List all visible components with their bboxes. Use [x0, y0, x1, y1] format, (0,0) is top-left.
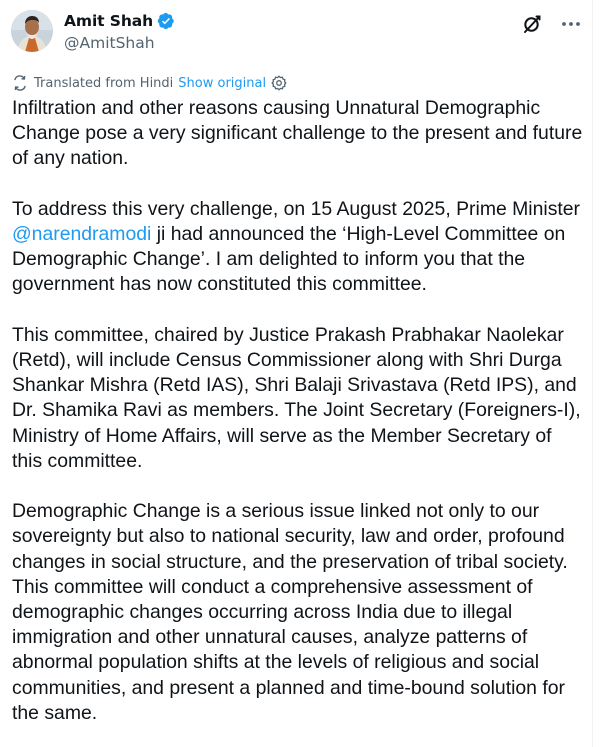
more-horizontal-icon[interactable]: [559, 12, 583, 36]
tweet-header: [11, 9, 581, 57]
tweet-paragraph-2: [12, 197, 584, 298]
author-handle[interactable]: @AmitShah: [64, 34, 155, 52]
show-original-link[interactable]: Show original: [178, 75, 267, 91]
tweet-paragraph-4: Demographic Change is a serious issue linked not only to our sovereignty but also to national security, law and order, profound changes in social structure, and the preservation of tribal society. This committee will conduct a comprehensive assessment of demographic changes occurring across India due to illegal immigration and other unnatural causes, analyze patterns of abnormal population shifts at the levels of religious and social communities, and present a planned and time-bound solution for the same.: [12, 500, 568, 724]
tweet-text-segment: To address this very challenge, on 15 August 2025, Prime Minister: [12, 197, 581, 220]
display-name[interactable]: Amit Shah: [64, 12, 154, 30]
display-name-row: [64, 10, 175, 32]
translated-from-label: Translated from Hindi: [34, 75, 174, 91]
mention-link[interactable]: @narendramodi: [12, 223, 152, 245]
grok-icon[interactable]: [520, 12, 544, 36]
avatar[interactable]: [11, 10, 53, 52]
tweet-paragraph-1: Infiltration and other reasons causing Unnatural Demographic Change pose a very significant challenge to the present and future of any nation.: [12, 97, 583, 170]
translation-bar: [12, 74, 287, 92]
translate-icon: [12, 75, 28, 91]
verified-badge-icon[interactable]: [157, 12, 175, 30]
gear-icon[interactable]: [271, 75, 287, 91]
tweet-paragraph-3: This committee, chaired by Justice Prakash Prabhakar Naolekar (Retd), will include Census Commissioner along with Shri Durga Shankar Mishra (Retd IAS), Shri Balaji Srivastava (Retd IPS), and Dr. Shamika Ravi as members. The Joint Secretary (Foreigners-I), Ministry of Home Affairs, will serve as the Member Secretary of this committee.: [12, 323, 581, 472]
timeline-border: [592, 0, 593, 747]
author-names: [64, 10, 175, 52]
tweet-text-segment: ji had announced the ‘High-Level Committee on Demographic Change’. I am delighted to inform you that the government has now constituted this committee.: [12, 223, 566, 296]
tweet-text: [12, 96, 584, 726]
